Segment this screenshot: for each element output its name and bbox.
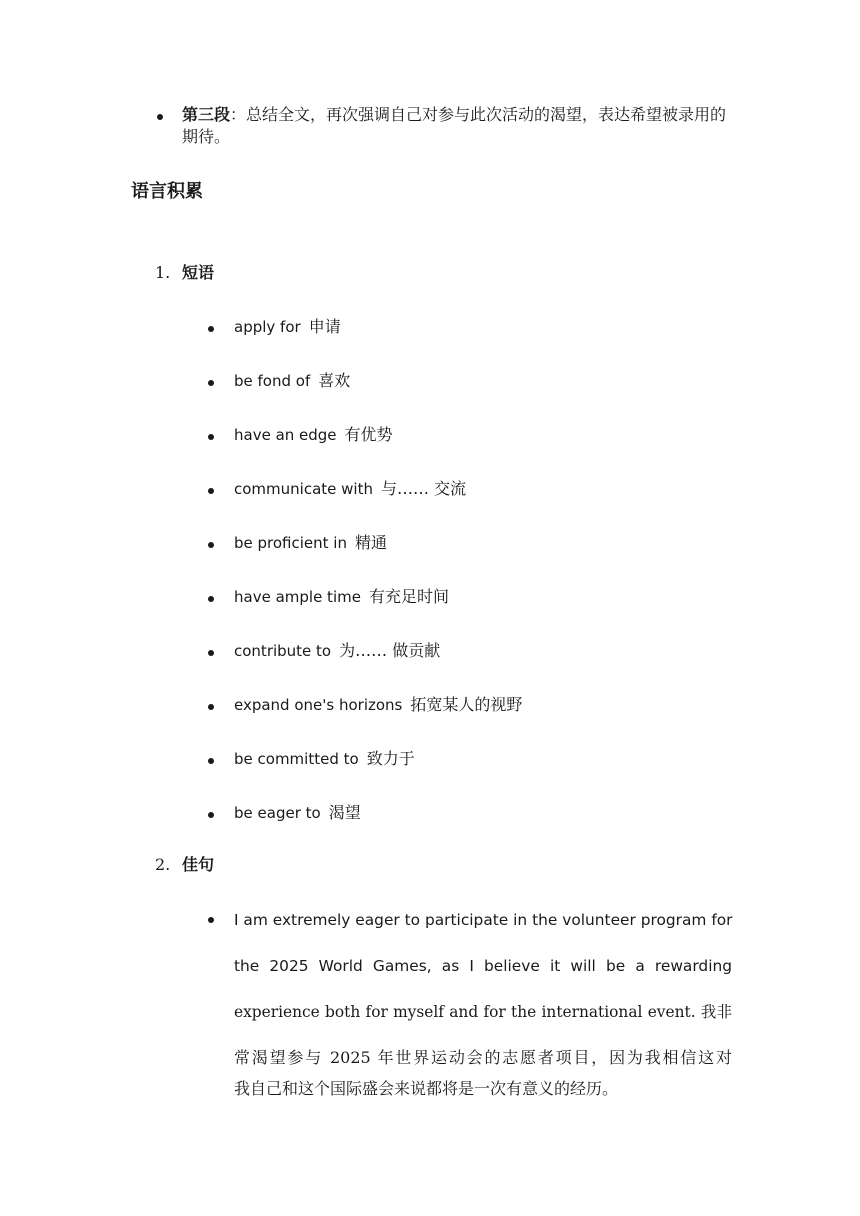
sentence-line-chinese: 常渴望参与 2025 年世界运动会的志愿者项目，因为我相信这对 — [234, 1048, 732, 1067]
phrase-chinese: 与…… 交流 — [380, 479, 467, 498]
list-item — [234, 694, 522, 716]
list-item — [234, 316, 341, 338]
section-heading: 语言积累 — [131, 181, 203, 202]
phrase-chinese: 喜欢 — [318, 371, 351, 390]
section-number: 2. — [155, 855, 171, 874]
phrase-english: have ample time — [234, 588, 361, 606]
bullet-point — [208, 650, 214, 656]
phrase-english: apply for — [234, 318, 301, 336]
paragraph-three-label: 第三段 — [182, 105, 231, 124]
bullet-point — [208, 596, 214, 602]
section-label-sentences: 佳句 — [182, 855, 215, 874]
list-item — [234, 748, 415, 770]
phrase-english: be eager to — [234, 804, 321, 822]
sentence-line: I am extremely eager to participate in the volunteer program for — [234, 911, 733, 929]
phrase-english: be fond of — [234, 372, 311, 390]
phrase-chinese: 致力于 — [366, 749, 415, 768]
bullet-point — [208, 917, 214, 923]
bullet-point — [208, 434, 214, 440]
phrase-chinese: 有充足时间 — [368, 587, 449, 606]
bullet-point — [208, 488, 214, 494]
sentence-line: experience both for myself and for the international event. 我非 — [234, 1003, 732, 1021]
phrase-chinese: 渴望 — [328, 803, 361, 822]
bullet-point — [208, 758, 214, 764]
bullet-point — [208, 326, 214, 332]
bullet-point — [208, 542, 214, 548]
paragraph-three — [182, 104, 742, 148]
phrase-chinese: 拓宽某人的视野 — [410, 695, 523, 714]
list-item — [234, 370, 350, 392]
bullet-point — [157, 114, 163, 120]
bullet-point — [208, 704, 214, 710]
phrase-english: have an edge — [234, 426, 337, 444]
section-number: 1. — [155, 263, 171, 282]
paragraph-three-text: ：总结全文，再次强调自己对参与此次活动的渴望，表达希望被录用的期待。 — [182, 105, 727, 146]
phrase-chinese: 有优势 — [344, 425, 393, 444]
sentence-line: the 2025 World Games, as I believe it will be a rewarding — [234, 957, 732, 975]
sentence-line-chinese: 我自己和这个国际盛会来说都将是一次有意义的经历。 — [234, 1079, 619, 1098]
phrase-english: contribute to — [234, 642, 332, 660]
phrase-english: be committed to — [234, 750, 359, 768]
bullet-point — [208, 812, 214, 818]
list-item — [234, 532, 387, 554]
list-item — [234, 478, 466, 500]
list-item — [234, 640, 440, 662]
phrase-english: expand one's horizons — [234, 696, 403, 714]
phrase-english: be proficient in — [234, 534, 347, 552]
list-item — [234, 586, 449, 608]
phrase-chinese: 申请 — [308, 317, 341, 336]
list-item — [234, 802, 361, 824]
section-label-phrases: 短语 — [182, 263, 215, 282]
phrase-chinese: 为…… 做贡献 — [339, 641, 441, 660]
bullet-point — [208, 380, 214, 386]
phrase-chinese: 精通 — [354, 533, 387, 552]
model-sentence — [234, 905, 732, 1104]
list-item — [234, 424, 393, 446]
phrase-english: communicate with — [234, 480, 373, 498]
